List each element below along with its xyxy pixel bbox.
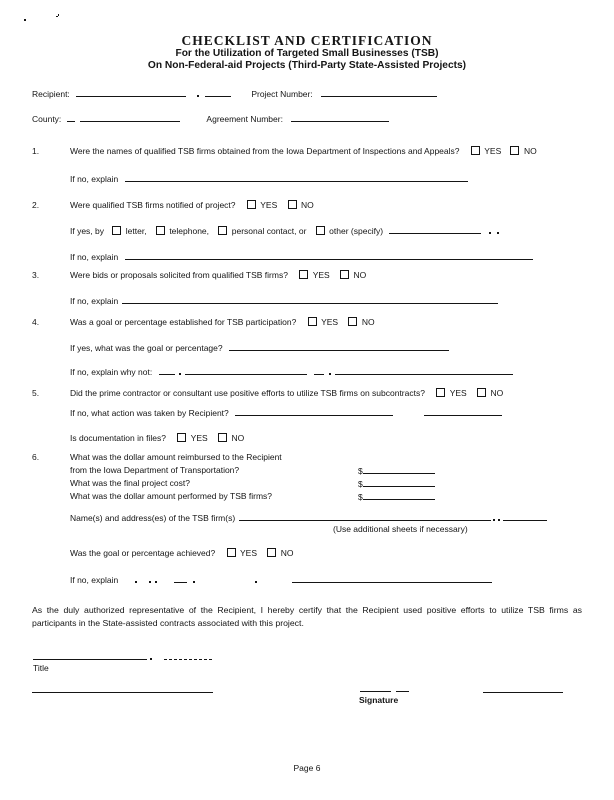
q6-line4-row — [70, 491, 590, 501]
q5-yes-label: YES — [449, 388, 467, 398]
q6-achieved-yes-label: YES — [239, 548, 257, 558]
scan-dot — [150, 658, 152, 660]
q5-docs-no-checkbox[interactable] — [218, 433, 227, 442]
signature-label: Signature — [359, 695, 399, 705]
title-field-line-2[interactable] — [164, 659, 212, 660]
q1-yes-label: YES — [484, 146, 502, 156]
q2-letter-label: letter, — [125, 226, 147, 236]
q3-yes-label: YES — [312, 270, 330, 280]
certification-text: As the duly authorized representative of the Recipient, I hereby certify that the Recipient used positive efforts to utilize TSB firms as participants in the State-assisted contracts associated with this project. — [32, 605, 582, 628]
recipient-field-2[interactable] — [205, 88, 231, 97]
recipient-field[interactable] — [76, 88, 186, 97]
county-field-tick[interactable] — [67, 113, 75, 122]
q5-no-label: NO — [490, 388, 504, 398]
scan-dash — [174, 574, 187, 583]
page-number: Page 6 — [293, 763, 321, 773]
q6-achieved-no-label: NO — [280, 548, 294, 558]
scan-speck — [56, 16, 58, 17]
q1-explain-field[interactable] — [125, 173, 468, 182]
q3-row — [70, 270, 366, 280]
q6-names-field-1[interactable] — [239, 512, 491, 521]
agreement-number-field[interactable] — [291, 113, 389, 122]
q4-goal-label: If yes, what was the goal or percentage? — [70, 343, 223, 353]
q6-line3-row — [70, 478, 590, 488]
dollar-sign: $ — [358, 492, 363, 502]
q2-text: Were qualified TSB firms notified of project? — [70, 200, 236, 210]
scan-dot — [329, 373, 331, 375]
county-label: County: — [32, 114, 62, 124]
q3-text: Were bids or proposals solicited from qualified TSB firms? — [70, 270, 288, 280]
q5-action-label: If no, what action was taken by Recipient? — [70, 408, 229, 418]
county-row — [32, 113, 389, 124]
q4-goal-row — [70, 342, 449, 353]
q4-yes-label: YES — [321, 317, 339, 327]
q3-no-checkbox[interactable] — [340, 270, 349, 279]
q1-row — [70, 146, 537, 156]
q6-line2-label: from the Iowa Department of Transportation? — [70, 465, 240, 475]
page-subtitle-2: On Non-Federal-aid Projects (Third-Party State-Assisted Projects) — [147, 60, 467, 71]
q2-letter-checkbox[interactable] — [112, 226, 121, 235]
q6-amount-field-1[interactable] — [363, 465, 435, 474]
date-field-line[interactable] — [483, 692, 563, 693]
page-title: CHECKLIST AND CERTIFICATION — [181, 33, 433, 48]
scan-dot — [498, 519, 500, 521]
q6-names-label: Name(s) and address(es) of the TSB firm(s) — [70, 513, 236, 523]
q1-text: Were the names of qualified TSB firms obtained from the Iowa Department of Inspections and Appeals? — [70, 146, 460, 156]
q2-telephone-checkbox[interactable] — [156, 226, 165, 235]
page-subtitle-1: For the Utilization of Targeted Small Businesses (TSB) — [175, 48, 439, 59]
q6-achieved-label: Was the goal or percentage achieved? — [70, 548, 216, 558]
dollar-sign: $ — [358, 466, 363, 476]
scan-dot — [489, 232, 491, 234]
scan-dot — [255, 581, 257, 583]
project-number-field[interactable] — [321, 88, 437, 97]
county-field[interactable] — [80, 113, 180, 122]
q2-other-checkbox[interactable] — [316, 226, 325, 235]
scan-speck — [58, 14, 59, 16]
scan-dot — [155, 581, 157, 583]
q5-action-field-2[interactable] — [424, 407, 502, 416]
q2-methods-row — [70, 225, 499, 236]
recipient-row — [32, 88, 437, 99]
q5-docs-no-label: NO — [231, 433, 245, 443]
q6-amount-2 — [358, 478, 435, 489]
q3-explain-row — [70, 295, 498, 306]
q6-amount-field-3[interactable] — [363, 491, 435, 500]
q2-ifyes-label: If yes, by — [70, 226, 105, 236]
q2-row — [70, 200, 314, 210]
q6-names-field-2[interactable] — [503, 512, 547, 521]
scan-dot — [179, 373, 181, 375]
q5-number: 5. — [32, 388, 40, 398]
q4-text: Was a goal or percentage established for TSB participation? — [70, 317, 297, 327]
scan-dot — [193, 581, 195, 583]
q5-action-field-1[interactable] — [235, 407, 393, 416]
q4-whynot-field-3[interactable] — [314, 366, 324, 375]
q2-other-label: other (specify) — [329, 226, 384, 236]
q4-whynot-field-4[interactable] — [335, 366, 513, 375]
q3-yes-checkbox[interactable] — [299, 270, 308, 279]
q5-text: Did the prime contractor or consultant use positive efforts to utilize TSB firms on subcontracts? — [70, 388, 425, 398]
scan-dot — [497, 232, 499, 234]
q5-action-row — [70, 407, 502, 418]
q5-no-checkbox[interactable] — [477, 388, 486, 397]
q4-goal-field[interactable] — [229, 342, 449, 351]
q6-line2-row — [70, 465, 590, 475]
scan-dot — [493, 519, 495, 521]
q3-explain-label: If no, explain — [70, 296, 119, 306]
q4-whynot-label: If no, explain why not: — [70, 367, 153, 377]
project-number-label: Project Number: — [251, 89, 313, 99]
q6-line4-label: What was the dollar amount performed by TSB firms? — [70, 491, 273, 501]
q6-amount-1 — [358, 465, 435, 476]
q6-explain-field[interactable] — [292, 574, 492, 583]
q2-telephone-label: telephone, — [169, 226, 210, 236]
q2-personal-contact-checkbox[interactable] — [218, 226, 227, 235]
q1-explain-row — [70, 173, 468, 184]
q2-explain-row — [70, 251, 533, 262]
name-field-line[interactable] — [32, 692, 213, 693]
q2-personal-contact-label: personal contact, or — [231, 226, 307, 236]
q6-names-row — [70, 512, 547, 523]
q6-achieved-no-checkbox[interactable] — [267, 548, 276, 557]
q4-whynot-row — [70, 366, 513, 377]
q2-no-label: NO — [301, 200, 314, 210]
signature-field-line-2[interactable] — [396, 691, 409, 692]
q6-explain-row — [70, 574, 492, 585]
q6-achieved-row — [70, 548, 294, 558]
q6-amount-field-2[interactable] — [363, 478, 435, 487]
q3-no-label: NO — [353, 270, 367, 280]
scan-speck — [24, 19, 26, 21]
q6-amount-3 — [358, 491, 435, 502]
recipient-label: Recipient: — [32, 89, 70, 99]
q2-number: 2. — [32, 200, 40, 210]
q2-explain-label: If no, explain — [70, 252, 119, 262]
scan-dot — [149, 581, 151, 583]
scan-dot — [135, 581, 137, 583]
title-label: Title — [33, 663, 49, 673]
q5-docs-row — [70, 433, 244, 443]
q3-number: 3. — [32, 270, 40, 280]
signature-field-line[interactable] — [360, 691, 391, 692]
q5-yes-checkbox[interactable] — [436, 388, 445, 397]
q5-row — [70, 388, 503, 398]
q4-yes-checkbox[interactable] — [308, 317, 317, 326]
q6-achieved-yes-checkbox[interactable] — [227, 548, 236, 557]
q6-line3-label: What was the final project cost? — [70, 478, 191, 488]
q4-row — [70, 317, 375, 327]
q1-number: 1. — [32, 146, 40, 156]
q1-no-label: NO — [524, 146, 537, 156]
q2-yes-label: YES — [260, 200, 278, 210]
q1-no-checkbox[interactable] — [510, 146, 519, 155]
q5-docs-yes-checkbox[interactable] — [177, 433, 186, 442]
q1-yes-checkbox[interactable] — [471, 146, 480, 155]
q5-docs-yes-label: YES — [190, 433, 208, 443]
q6-note: (Use additional sheets if necessary) — [333, 524, 468, 534]
q4-whynot-field-1[interactable] — [159, 366, 175, 375]
q4-no-label: NO — [361, 317, 375, 327]
q2-yes-checkbox[interactable] — [247, 200, 256, 209]
q3-explain-field[interactable] — [122, 295, 498, 304]
q2-explain-field[interactable] — [125, 251, 533, 260]
q4-whynot-field-2[interactable] — [185, 366, 307, 375]
agreement-number-label: Agreement Number: — [206, 114, 283, 124]
dollar-sign: $ — [358, 479, 363, 489]
q6-explain-label: If no, explain — [70, 575, 119, 585]
q4-no-checkbox[interactable] — [348, 317, 357, 326]
q2-no-checkbox[interactable] — [288, 200, 297, 209]
q4-number: 4. — [32, 317, 40, 327]
q6-line1: What was the dollar amount reimbursed to the Recipient — [70, 452, 282, 462]
q5-docs-label: Is documentation in files? — [70, 433, 166, 443]
title-field-line[interactable] — [33, 659, 147, 660]
scan-dot — [197, 95, 199, 97]
q6-number: 6. — [32, 452, 40, 462]
q2-other-specify-field[interactable] — [389, 225, 481, 234]
q1-explain-label: If no, explain — [70, 174, 119, 184]
